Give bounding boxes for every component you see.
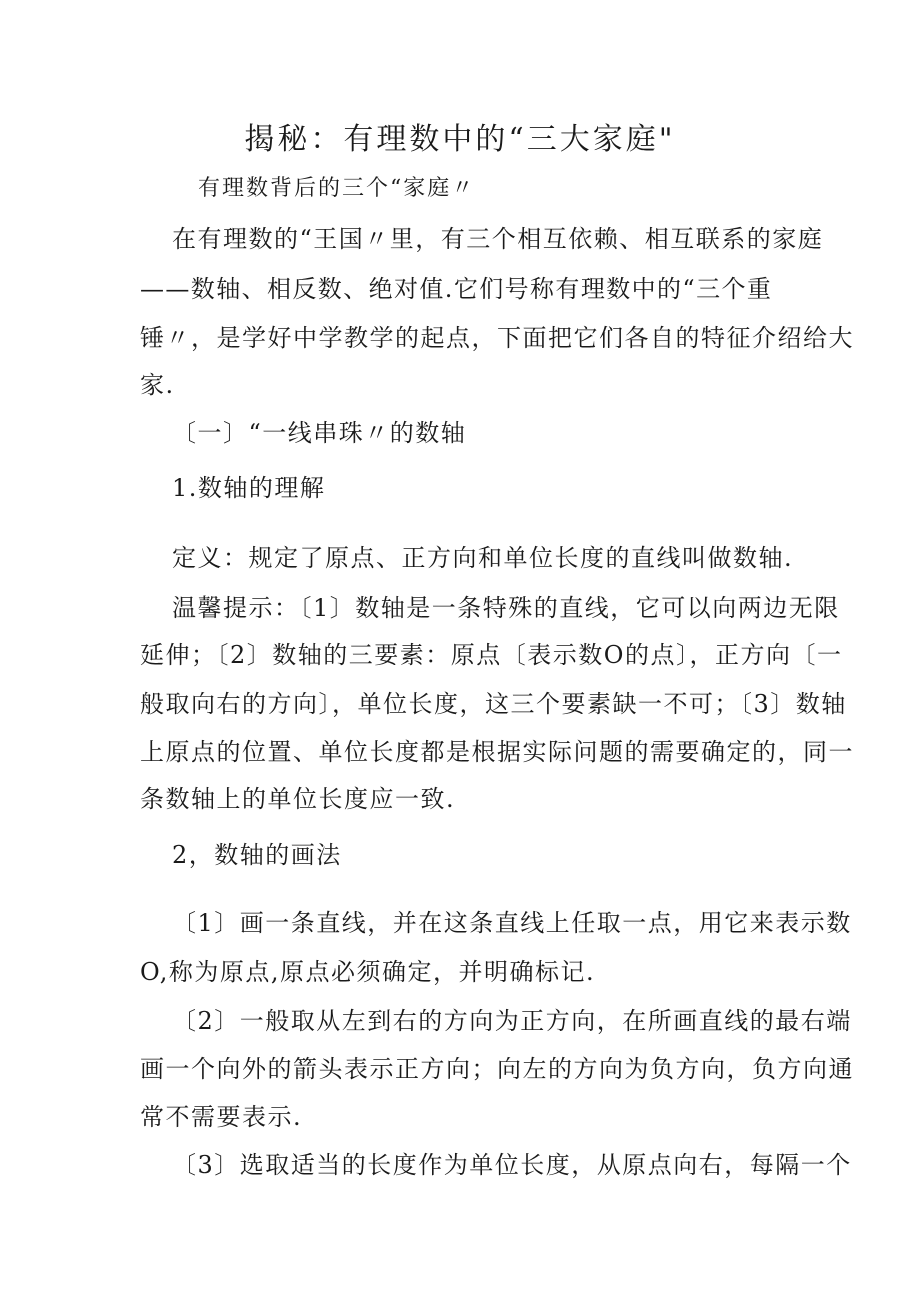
section-heading-number-line: 〔一〕“一线串珠〃的数轴	[172, 419, 467, 447]
intro-line-2: ——数轴、相反数、绝对值.它们号称有理数中的“三个重	[140, 275, 773, 303]
subheading-drawing: 2，数轴的画法	[172, 841, 342, 869]
intro-line-3: 锤〃，是学好中学教学的起点，下面把它们各自的特征介绍给大	[140, 324, 854, 352]
definition-text: 定义：规定了原点、正方向和单位长度的直线叫做数轴.	[172, 544, 794, 572]
tips-line-2: 延伸；〔2〕数轴的三要素：原点〔表示数O的点〕，正方向〔一	[140, 641, 843, 669]
step3-line-1: 〔3〕选取适当的长度作为单位长度，从原点向右，每隔一个	[172, 1151, 852, 1179]
step1-line-1: 〔1〕画一条直线，并在这条直线上任取一点，用它来表示数	[172, 909, 852, 937]
step1-line-2: O,称为原点,原点必须确定，并明确标记.	[140, 958, 596, 986]
step2-line-1: 〔2〕一般取从左到右的方向为正方向，在所画直线的最右端	[172, 1007, 852, 1035]
intro-line-4: 家.	[140, 371, 175, 399]
document-title: 揭秘：有理数中的“三大家庭"	[244, 122, 676, 157]
step2-line-3: 常不需要表示.	[140, 1103, 303, 1131]
step2-line-2: 画一个向外的箭头表示正方向；向左的方向为负方向，负方向通	[140, 1055, 854, 1083]
subheading-understanding: 1.数轴的理解	[172, 474, 326, 502]
document-subtitle: 有理数背后的三个“家庭〃	[198, 176, 476, 201]
tips-line-1: 温馨提示：〔1〕数轴是一条特殊的直线，它可以向两边无限	[172, 594, 840, 622]
tips-line-5: 条数轴上的单位长度应一致.	[140, 785, 456, 813]
intro-line-1: 在有理数的“王国〃里，有三个相互依赖、相互联系的家庭	[172, 225, 824, 253]
tips-line-3: 般取向右的方向〕，单位长度，这三个要素缺一不可；〔3〕数轴	[140, 690, 847, 718]
tips-line-4: 上原点的位置、单位长度都是根据实际问题的需要确定的，同一	[140, 738, 854, 766]
